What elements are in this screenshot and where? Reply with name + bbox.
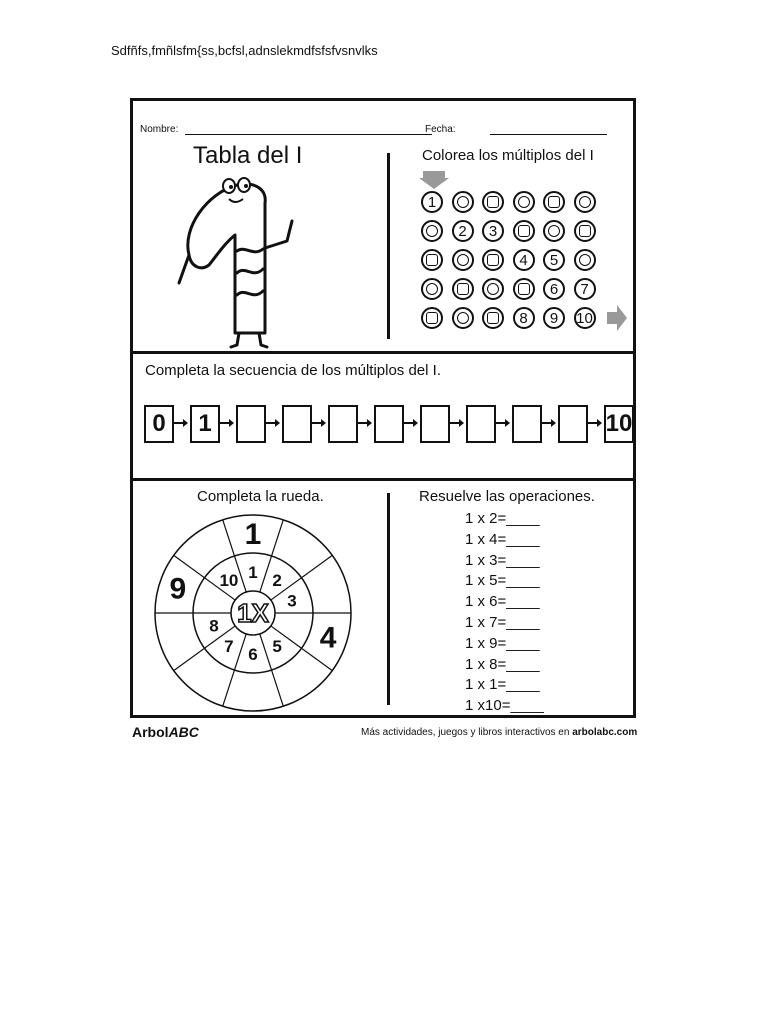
section-divider-2	[133, 478, 633, 481]
grid-picture-circle[interactable]	[482, 249, 504, 271]
wheel-outer-number: 1	[244, 518, 262, 551]
sequence-arrow	[404, 422, 416, 424]
operation-item[interactable]: 1 x 4=____	[465, 530, 540, 548]
grid-picture-circle[interactable]	[543, 220, 565, 242]
operation-item[interactable]: 1 x 7=____	[465, 614, 540, 631]
operation-item[interactable]: 1 x 8=____	[465, 655, 540, 673]
wheel-inner-number: 5	[272, 637, 282, 657]
date-line	[490, 134, 607, 135]
wheel-inner-number: 6	[248, 645, 258, 664]
sequence-arrow	[358, 422, 370, 424]
arrow-right-icon	[607, 305, 627, 331]
sequence-title: Completa la secuencia de los múltiplos del I.	[145, 362, 441, 379]
picture-icon	[579, 196, 591, 208]
grid-picture-circle[interactable]	[543, 191, 565, 213]
ops-title: Resuelve las operaciones.	[419, 488, 595, 505]
operation-item[interactable]: 1 x 2=____	[465, 510, 540, 527]
operation-item[interactable]: 1 x10=____	[465, 697, 544, 715]
grid-picture-circle[interactable]	[482, 278, 504, 300]
sequence-arrow	[312, 422, 324, 424]
grid-picture-circle[interactable]	[452, 191, 474, 213]
picture-icon	[548, 225, 560, 237]
wheel-inner-number: 3	[287, 591, 297, 611]
top-divider	[387, 153, 390, 339]
sequence-box[interactable]	[328, 405, 358, 443]
name-label: Nombre:	[140, 124, 179, 135]
footer-text: Más actividades, juegos y libros interactivos en arbolabc.com	[361, 727, 638, 738]
page-title: Tabla del I	[193, 142, 303, 169]
grid-number-circle[interactable]: 9	[543, 307, 565, 329]
picture-icon	[518, 225, 530, 237]
picture-icon	[457, 254, 469, 266]
grid-number-circle[interactable]: 6	[543, 278, 565, 300]
grid-picture-circle[interactable]	[513, 220, 535, 242]
section-divider-1	[133, 351, 633, 354]
grid-picture-circle[interactable]	[574, 220, 596, 242]
sequence-box: 10	[604, 405, 634, 443]
sequence-box[interactable]	[374, 405, 404, 443]
grid-picture-circle[interactable]	[482, 191, 504, 213]
operation-item[interactable]: 1 x 1=____	[465, 676, 540, 694]
wheel-inner-number: 10	[219, 570, 239, 590]
picture-icon	[426, 225, 438, 237]
grid-number-circle[interactable]: 1	[421, 191, 443, 213]
picture-icon	[548, 196, 560, 208]
grid-picture-circle[interactable]	[574, 249, 596, 271]
wheel-inner-number: 1	[248, 563, 258, 582]
operation-item[interactable]: 1 x 9=____	[465, 634, 540, 652]
wheel-inner-number: 7	[224, 637, 234, 657]
picture-icon	[487, 283, 499, 295]
picture-icon	[579, 254, 591, 266]
picture-icon	[426, 254, 438, 266]
date-label: Fecha:	[425, 124, 456, 135]
grid-number-circle[interactable]: 5	[543, 249, 565, 271]
operation-item[interactable]: 1 x 5=____	[465, 572, 540, 590]
picture-icon	[487, 254, 499, 266]
picture-icon	[518, 196, 530, 208]
wheel-inner-number: 8	[209, 616, 219, 636]
name-line	[185, 134, 432, 135]
grid-number-circle[interactable]: 8	[513, 307, 535, 329]
sequence-arrow	[542, 422, 554, 424]
picture-icon	[487, 196, 499, 208]
wheel-center-label: 1X	[237, 598, 269, 628]
grid-picture-circle[interactable]	[421, 278, 443, 300]
operation-item[interactable]: 1 x 3=____	[465, 551, 540, 569]
sequence-box: 1	[190, 405, 220, 443]
grid-number-circle[interactable]: 2	[452, 220, 474, 242]
picture-icon	[457, 283, 469, 295]
picture-icon	[426, 283, 438, 295]
sequence-arrow	[450, 422, 462, 424]
grid-picture-circle[interactable]	[421, 307, 443, 329]
wheel-title: Completa la rueda.	[197, 488, 324, 505]
document-text: Sdfñfs,fmñlsfm{ss,bcfsl,adnslekmdfsfsfvsnvlks	[111, 43, 378, 58]
arbolabc-logo: ArbolABC	[132, 724, 199, 740]
picture-icon	[457, 312, 469, 324]
wheel-outer-number: 9	[169, 572, 187, 606]
grid-picture-circle[interactable]	[452, 249, 474, 271]
sequence-arrow	[266, 422, 278, 424]
picture-icon	[579, 225, 591, 237]
bottom-divider	[387, 493, 390, 705]
sequence-box[interactable]	[558, 405, 588, 443]
sequence-arrow	[220, 422, 232, 424]
wheel-inner-number: 2	[272, 570, 282, 590]
worksheet	[130, 98, 636, 718]
sequence-box[interactable]	[420, 405, 450, 443]
sequence-arrow	[174, 422, 186, 424]
sequence-box[interactable]	[512, 405, 542, 443]
sequence-arrow	[496, 422, 508, 424]
grid-picture-circle[interactable]	[421, 220, 443, 242]
grid-picture-circle[interactable]	[574, 191, 596, 213]
grid-picture-circle[interactable]	[421, 249, 443, 271]
sequence-arrow	[588, 422, 600, 424]
operation-item[interactable]: 1 x 6=____	[465, 593, 540, 611]
picture-icon	[518, 283, 530, 295]
picture-icon	[457, 196, 469, 208]
grid-number-circle[interactable]: 7	[574, 278, 596, 300]
wheel-outer-number: 4	[319, 621, 337, 655]
grid-number-circle[interactable]: 3	[482, 220, 504, 242]
sequence-box[interactable]	[282, 405, 312, 443]
grid-picture-circle[interactable]	[513, 278, 535, 300]
arrow-down-icon	[419, 171, 451, 191]
number-one-character-icon	[177, 173, 307, 353]
picture-icon	[487, 312, 499, 324]
grid-picture-circle[interactable]	[452, 307, 474, 329]
sequence-box: 0	[144, 405, 174, 443]
grid-number-circle[interactable]: 10	[574, 307, 596, 329]
grid-picture-circle[interactable]	[482, 307, 504, 329]
footer-site: arbolabc.com	[572, 727, 638, 738]
grid-picture-circle[interactable]	[513, 191, 535, 213]
color-title: Colorea los múltiplos del I	[422, 147, 594, 164]
sequence-box[interactable]	[466, 405, 496, 443]
grid-picture-circle[interactable]	[452, 278, 474, 300]
sequence-box[interactable]	[236, 405, 266, 443]
multiplication-wheel	[148, 513, 358, 713]
picture-icon	[426, 312, 438, 324]
grid-number-circle[interactable]: 4	[513, 249, 535, 271]
